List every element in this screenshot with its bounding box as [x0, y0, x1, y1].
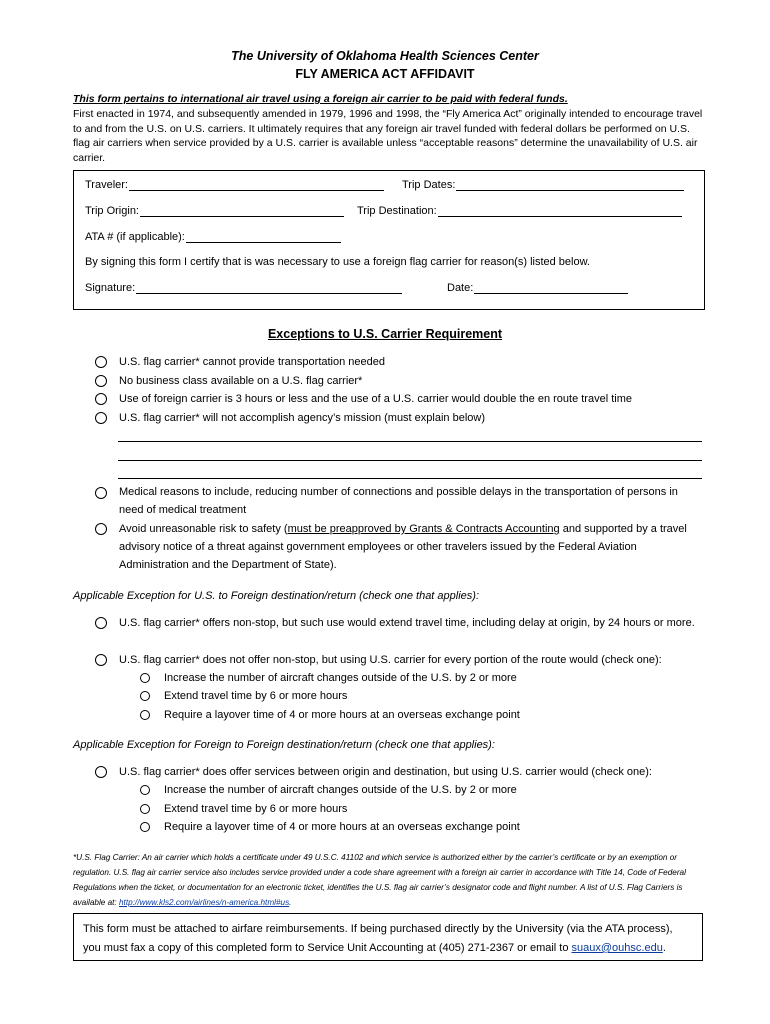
notice-text: [83, 920, 693, 958]
signature-input[interactable]: [136, 281, 402, 294]
trip-dates-label: Trip Dates:: [402, 179, 456, 191]
date-input[interactable]: [474, 281, 628, 294]
exception-label-2: No business class available on a U.S. flag carrier*: [119, 375, 363, 387]
ata-label: ATA # (if applicable):: [85, 231, 185, 243]
ata-input[interactable]: [186, 230, 341, 243]
traveler-label: Traveler:: [85, 179, 128, 191]
safety-text-b: and supported by a travel advisory notice of a threat against government employees or other travelers issued by the Federal Aviation Administration and the Department of State).: [119, 523, 687, 571]
foreign-foreign-sub-radio-2[interactable]: [140, 804, 150, 814]
us-foreign-radio-2[interactable]: [95, 654, 107, 666]
trip-destination-input[interactable]: [438, 204, 682, 217]
foreign-foreign-sub-label-1: Increase the number of aircraft changes outside of the U.S. by 2 or more: [164, 784, 517, 796]
signature-label: Signature:: [85, 282, 136, 294]
foreign-foreign-label-1: U.S. flag carrier* does offer services between origin and destination, but using U.S. carrier would (check one):: [119, 766, 652, 778]
us-to-foreign-heading: Applicable Exception for U.S. to Foreign destination/return (check one that applies):: [73, 590, 480, 602]
date-field: [447, 281, 628, 294]
footnote-end: .: [289, 898, 292, 907]
traveler-input[interactable]: [129, 178, 384, 191]
trip-origin-label: Trip Origin:: [85, 205, 139, 217]
trip-dates-input[interactable]: [456, 178, 684, 191]
us-foreign-radio-1[interactable]: [95, 617, 107, 629]
traveler-field: [85, 178, 384, 191]
exception-radio-4[interactable]: [95, 412, 107, 424]
footnote-text: *U.S. Flag Carrier: An air carrier which holds a certificate under 49 U.S.C. 41102 and which service is authorized either by the carrier’s certificate or by an exemption or regulation. U.S. flag air carrier service also includes service provided under a code share agreement with a foreign air carrier in accordance with Title 14, Code of Federal Regulations when the ticket, or documentation for an electronic ticket, identifies the U.S. flag air carrier’s designator code and flight number. A list of U.S. Flag Carriers is available at:: [73, 853, 686, 907]
safety-label: [119, 520, 703, 574]
explanation-line-1[interactable]: [118, 441, 702, 442]
safety-preapproval: must be preapproved by Grants & Contracts Accounting: [287, 523, 560, 535]
trip-dates-field: [402, 178, 684, 191]
date-label: Date:: [447, 282, 474, 294]
safety-text-a: Avoid unreasonable risk to safety (: [119, 523, 288, 535]
foreign-foreign-sub-label-3: Require a layover time of 4 or more hours at an overseas exchange point: [164, 821, 520, 833]
us-foreign-label-2: U.S. flag carrier* does not offer non-stop, but using U.S. carrier for every portion of the route would (check one):: [119, 654, 662, 666]
us-foreign-sub-radio-3[interactable]: [140, 710, 150, 720]
foreign-to-foreign-heading: Applicable Exception for Foreign to Foreign destination/return (check one that applies):: [73, 739, 495, 751]
foreign-foreign-radio-1[interactable]: [95, 766, 107, 778]
us-foreign-sub-radio-1[interactable]: [140, 673, 150, 683]
flag-carriers-link[interactable]: http://www.kls2.com/airlines/n-america.html#us: [118, 898, 290, 907]
us-foreign-sub-label-2: Extend travel time by 6 or more hours: [164, 690, 348, 702]
foreign-foreign-sub-radio-1[interactable]: [140, 785, 150, 795]
notice-email-link[interactable]: suaux@ouhsc.edu: [571, 942, 663, 954]
explanation-line-2[interactable]: [118, 460, 702, 461]
intro-heading: This form pertains to international air travel using a foreign air carrier to be paid with federal funds.: [73, 93, 568, 105]
us-foreign-sub-label-1: Increase the number of aircraft changes outside of the U.S. by 2 or more: [164, 672, 517, 684]
explanation-line-3[interactable]: [118, 478, 702, 479]
exception-radio-1[interactable]: [95, 356, 107, 368]
signature-field: [85, 281, 402, 294]
notice-body: This form must be attached to airfare reimbursements. If being purchased directly by the University (via the ATA process), you must fax a copy of this completed form to Service Unit Accounting at (405) 271-2367 or email to: [83, 923, 673, 954]
us-foreign-label-1: U.S. flag carrier* offers non-stop, but such use would extend travel time, including delay at origin, by 24 hours or more.: [119, 617, 695, 629]
exception-radio-3[interactable]: [95, 393, 107, 405]
trip-destination-label: Trip Destination:: [357, 205, 437, 217]
us-foreign-sub-label-3: Require a layover time of 4 or more hours at an overseas exchange point: [164, 709, 520, 721]
exception-label-1: U.S. flag carrier* cannot provide transportation needed: [119, 356, 385, 368]
certify-text: By signing this form I certify that is was necessary to use a foreign flag carrier for reason(s) listed below.: [85, 256, 590, 268]
foreign-foreign-sub-label-2: Extend travel time by 6 or more hours: [164, 803, 348, 815]
exception-label-3: Use of foreign carrier is 3 hours or less and the use of a U.S. carrier would double the en route travel time: [119, 393, 632, 405]
notice-end: .: [662, 942, 666, 954]
exception-label-4: U.S. flag carrier* will not accomplish agency’s mission (must explain below): [119, 412, 485, 424]
ata-field: [85, 230, 341, 243]
safety-radio[interactable]: [95, 523, 107, 535]
form-title: FLY AMERICA ACT AFFIDAVIT: [295, 67, 475, 81]
trip-origin-field: [85, 204, 344, 217]
institution-title: The University of Oklahoma Health Sciences Center: [231, 49, 539, 63]
foreign-foreign-sub-radio-3[interactable]: [140, 822, 150, 832]
flag-carrier-footnote: [73, 850, 703, 910]
us-foreign-sub-radio-2[interactable]: [140, 691, 150, 701]
trip-origin-input[interactable]: [140, 204, 344, 217]
trip-destination-field: [357, 204, 682, 217]
notice-box: [73, 913, 703, 961]
medical-label: Medical reasons to include, reducing number of connections and possible delays in the transportation of persons in need of medical treatment: [119, 486, 678, 516]
exceptions-title: Exceptions to U.S. Carrier Requirement: [267, 327, 503, 341]
medical-radio[interactable]: [95, 487, 107, 499]
traveler-info-box: [73, 170, 705, 310]
intro-body: First enacted in 1974, and subsequently amended in 1979, 1996 and 1998, the “Fly America Act” originally intended to encourage travel to and from the U.S. on U.S. carriers. It ultimately requires that any foreign air travel funded with federal dollars be performed on U.S. flag air carriers when service provided by a U.S. carrier is available unless “acceptable reasons” determine the unavailability of U.S. air carrier.: [73, 108, 703, 164]
exception-radio-2[interactable]: [95, 375, 107, 387]
